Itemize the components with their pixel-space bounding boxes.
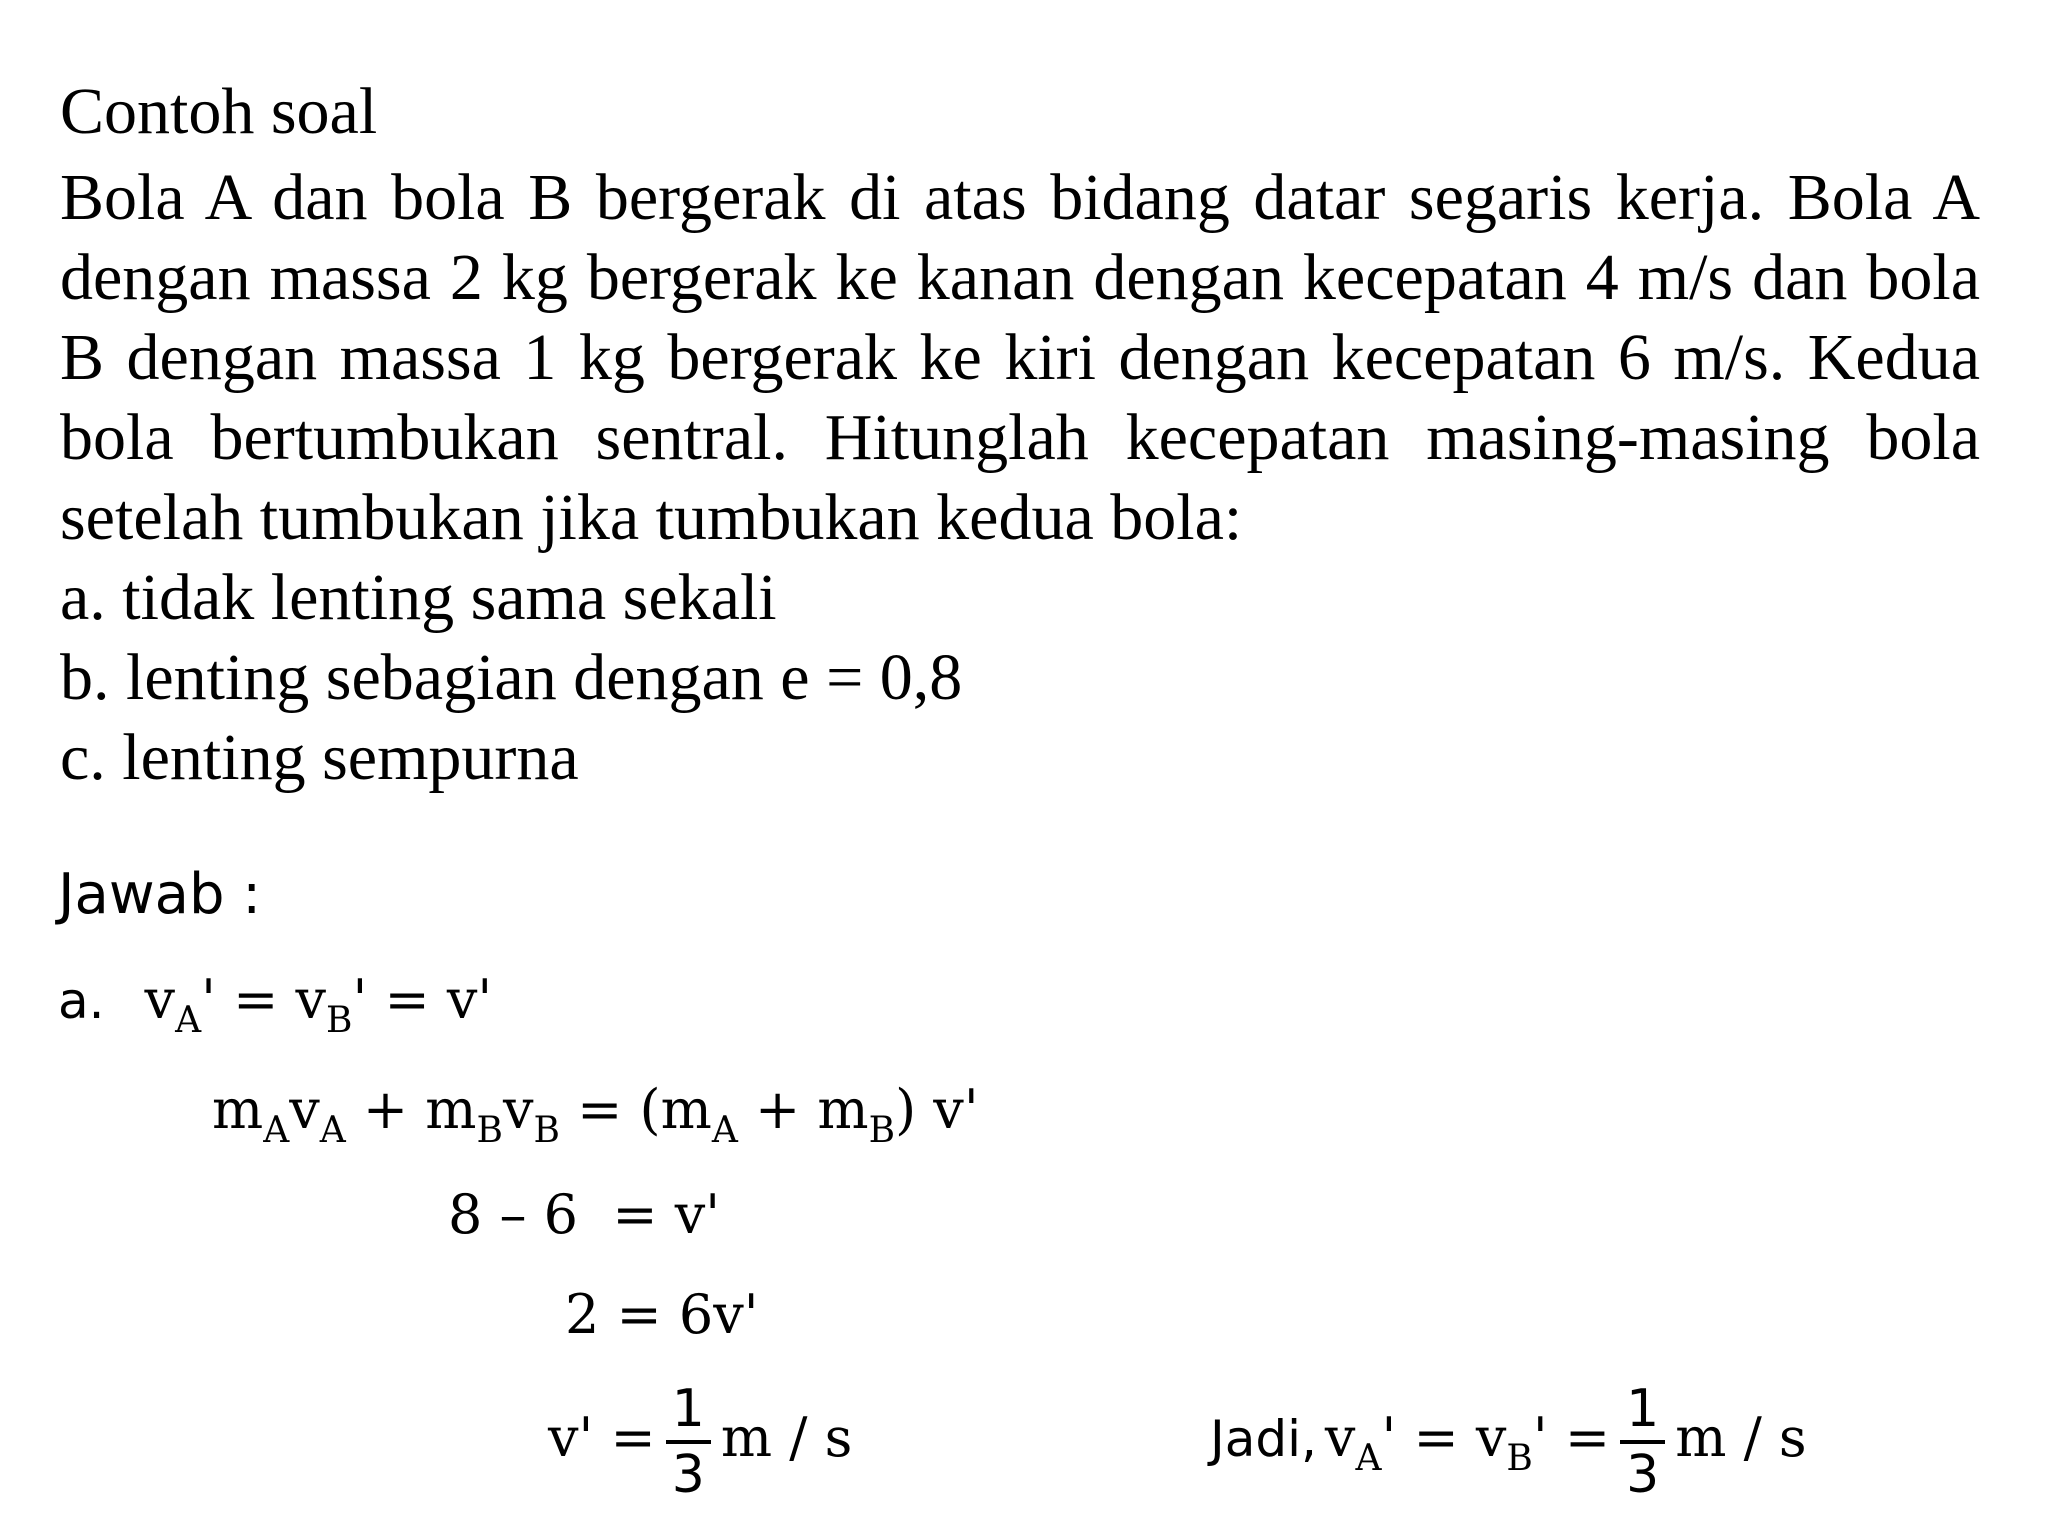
conclusion-fraction bbox=[1620, 1378, 1665, 1506]
problem-text: Bola A dan bola B bergerak di atas bidang datar segaris kerja. Bola A dengan massa 2 kg bergerak ke kanan dengan kecepatan 4 m/s dan bola B dengan massa 1 kg bergerak ke kiri dengan kecepatan 6 m/s. Kedua bola bertumbukan sentral. Hitunglah kecepatan masing-masing bola setelah tumbukan jika tumbukan kedua bola: bbox=[60, 161, 1980, 554]
answer-label: Jawab : bbox=[58, 862, 262, 927]
problem-title: Contoh soal bbox=[60, 75, 378, 148]
result-unit: m / s bbox=[720, 1406, 853, 1469]
equation-momentum-conservation: $m_Av_A + m_Bv_B = (m_A + m_B)$ v' bbox=[212, 1078, 979, 1151]
option-b: b. lenting sebagian dengan e = 0,8 bbox=[60, 641, 963, 714]
answer-item-label: a. bbox=[58, 972, 105, 1030]
equation-conclusion: Jadi, $v_A' = v_B'$ = $\frac{1}{3}$ m / s bbox=[1210, 1379, 1807, 1505]
fraction-denominator: 3 bbox=[666, 1440, 711, 1506]
option-c: c. lenting sempurna bbox=[60, 721, 579, 794]
equation-equal-velocities: a. $v_A' = v_B' = v'$ bbox=[58, 968, 493, 1041]
result-fraction bbox=[666, 1378, 711, 1506]
equation-result: v' = $\frac{1}{3}$ m / s bbox=[548, 1379, 853, 1505]
conclusion-numerator: 1 bbox=[1626, 1379, 1660, 1439]
conclusion-unit: m / s bbox=[1675, 1406, 1807, 1469]
conclusion-prefix: Jadi, bbox=[1210, 1410, 1317, 1468]
equation-substitution: 8 – 6 = v' bbox=[448, 1183, 721, 1246]
equation-simplified: 2 = 6v' bbox=[565, 1283, 759, 1346]
fraction-numerator: 1 bbox=[671, 1379, 705, 1439]
option-a: a. tidak lenting sama sekali bbox=[60, 561, 777, 634]
problem-section bbox=[60, 72, 1980, 798]
conclusion-denominator: 3 bbox=[1620, 1440, 1665, 1506]
